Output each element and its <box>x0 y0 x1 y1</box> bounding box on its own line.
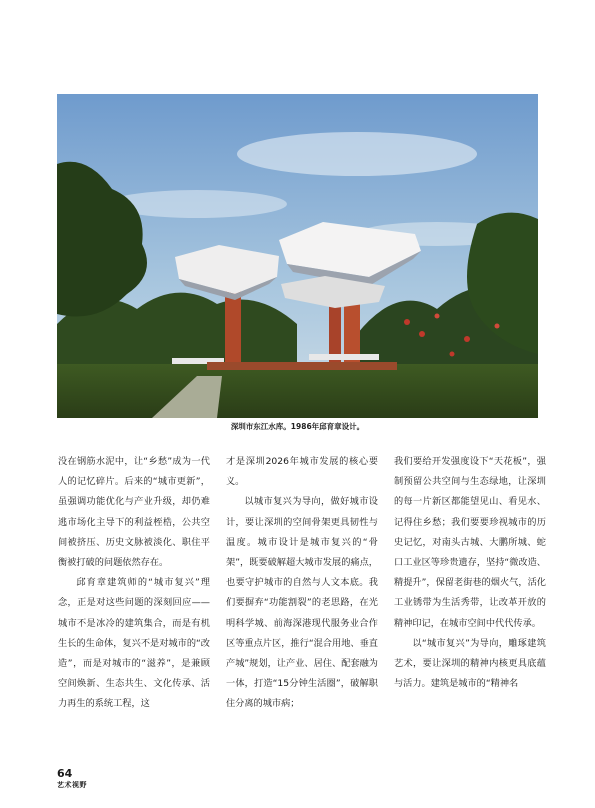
paragraph: 没在钢筋水泥中，让“乡愁”成为一代人的记忆碎片。后来的“城市更新”，虽强调功能优化与产业升级，却仍难逃市场化主导下的利益桎梏，公共空间被挤压、历史文脉被淡化、职住平衡被打破的问题依然存在。 <box>58 456 210 569</box>
paragraph: 以“城市复兴”为导向，雕琢建筑艺术，要让深圳的精神内核更具底蕴与活力。建筑是城市的“精神名 <box>394 637 546 690</box>
paragraph: 以城市复兴为导向，做好城市设计，要让深圳的空间骨架更具韧性与温度。城市设计是城市复兴的“骨架”，既要破解超大城市发展的痛点，也要守护城市的自然与人文本底。我们要摒弃“功能割裂”的老思路，在光明科学城、前海深港现代服务业合作区等重点片区，推行“混合用地、垂直产城”规划，让产业、居住、配套融为一体，打造“15分钟生活圈”，破解职住分离的城市病； <box>226 496 378 710</box>
publication-brand: 艺术视野 <box>57 781 87 789</box>
paragraph: 才是深圳2026年城市发展的核心要义。 <box>226 456 378 488</box>
reservoir-photo <box>57 94 538 418</box>
text-column-2 <box>226 452 378 715</box>
paragraph: 邱育章建筑师的“城市复兴”理念，正是对这些问题的深刻回应——城市不是冰冷的建筑集合，而是有机生长的生命体，复兴不是对城市的“改造”，而是对城市的“滋养”，是兼顾空间焕新、生态共生、文化传承、活力再生的系统工程，这 <box>58 577 210 710</box>
text-column-1 <box>58 452 210 715</box>
paragraph: 我们要给开发强度设下“天花板”，强制预留公共空间与生态绿地，让深圳的每一片新区都能望见山、看见水、记得住乡愁；我们要要珍视城市的历史记忆，对南头古城、大鹏所城、蛇口工业区等珍贵遗存，坚持“微改造、精提升”，保留老街巷的烟火气，活化工业锈带为生活秀带，让改革开放的精神印记，在城市空间中代代传承。 <box>394 456 546 629</box>
page-number: 64 <box>57 767 73 780</box>
text-column-3 <box>394 452 546 694</box>
figure-caption: 深圳市东江水库。1986年邱育章设计。 <box>230 422 365 431</box>
